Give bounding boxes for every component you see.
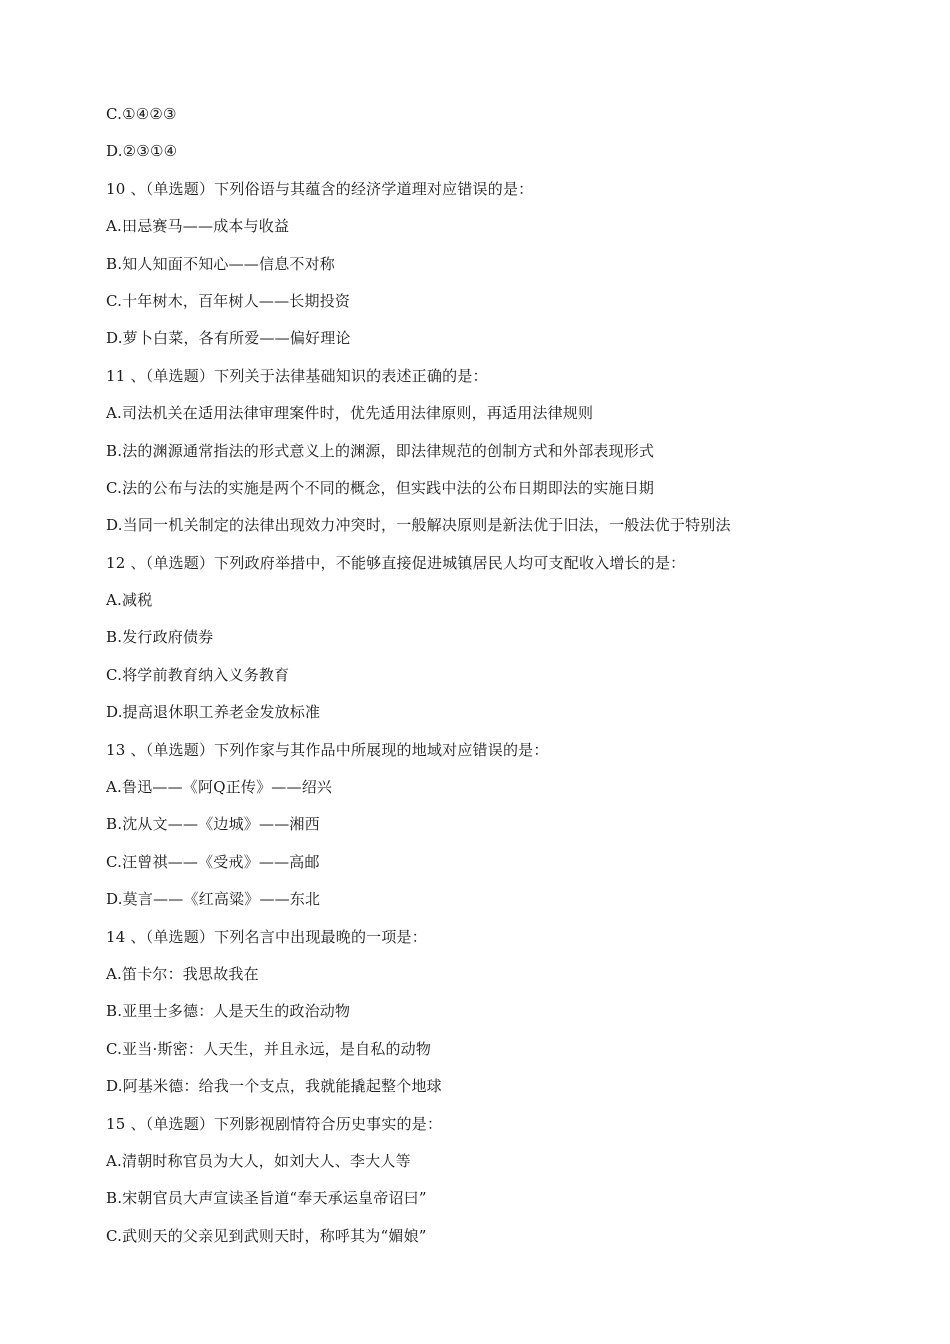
answer-option: B.宋朝官员大声宣读圣旨道“奉天承运皇帝诏曰” (106, 1189, 427, 1208)
answer-option: D.提高退休职工养老金发放标准 (106, 703, 321, 722)
question-stem: 14 、（单选题）下列名言中出现最晚的一项是： (106, 927, 427, 946)
answer-option: A.减税 (106, 591, 153, 610)
answer-option: B.沈从文——《边城》——湘西 (106, 815, 320, 834)
answer-option: A.田忌赛马——成本与收益 (106, 217, 290, 236)
text-line: C.①④②③ (106, 105, 177, 123)
answer-option: A.司法机关在适用法律审理案件时，优先适用法律原则，再适用法律规则 (106, 404, 594, 423)
answer-option: C.亚当·斯密：人天生，并且永远，是自私的动物 (106, 1039, 432, 1058)
answer-option: B.亚里士多德：人是天生的政治动物 (106, 1002, 351, 1021)
question-text (106, 100, 926, 1259)
text-line: D.②③①④ (106, 142, 178, 161)
answer-option: A.笛卡尔：我思故我在 (106, 964, 259, 983)
answer-option: D.萝卜白菜，各有所爱——偏好理论 (106, 329, 351, 348)
answer-option: C.法的公布与法的实施是两个不同的概念，但实践中法的公布日期即法的实施日期 (106, 478, 655, 497)
answer-option: B.发行政府债券 (106, 628, 214, 647)
question-stem: 12 、（单选题）下列政府举措中，不能够直接促进城镇居民人均可支配收入增长的是： (106, 553, 686, 572)
question-stem: 13 、（单选题）下列作家与其作品中所展现的地域对应错误的是： (106, 740, 549, 759)
answer-option: C.武则天的父亲见到武则天时，称呼其为“媚娘” (106, 1226, 427, 1245)
answer-option: B.知人知面不知心——信息不对称 (106, 254, 335, 273)
question-stem: 15 、（单选题）下列影视剧情符合历史事实的是： (106, 1114, 443, 1133)
answer-option: A.清朝时称官员为大人，如刘大人、李大人等 (106, 1151, 411, 1170)
answer-option: A.鲁迅——《阿Q正传》——绍兴 (106, 778, 333, 797)
answer-option: D.当同一机关制定的法律出现效力冲突时，一般解决原则是新法优于旧法，一般法优于特别法 (106, 516, 731, 535)
question-stem: 10 、（单选题）下列俗语与其蕴含的经济学道理对应错误的是： (106, 179, 534, 198)
answer-option: B.法的渊源通常指法的形式意义上的渊源，即法律规范的创制方式和外部表现形式 (106, 441, 655, 460)
answer-option: C.汪曾祺——《受戒》——高邮 (106, 852, 320, 871)
answer-option: D.阿基米德：给我一个支点，我就能撬起整个地球 (106, 1077, 442, 1096)
answer-option: C.十年树木，百年树人——长期投资 (106, 291, 351, 310)
answer-option: C.将学前教育纳入义务教育 (106, 665, 290, 684)
answer-option: D.莫言——《红高粱》——东北 (106, 890, 321, 909)
question-stem: 11 、（单选题）下列关于法律基础知识的表述正确的是： (106, 366, 488, 385)
